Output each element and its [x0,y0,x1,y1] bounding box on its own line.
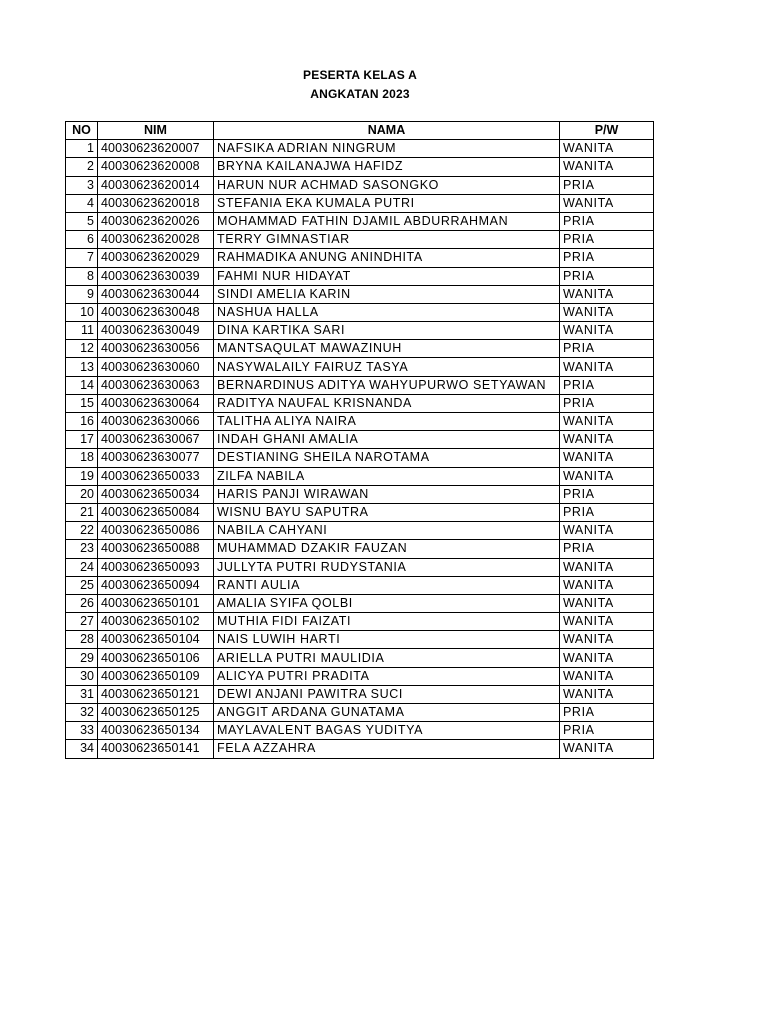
cell-nama: DESTIANING SHEILA NAROTAMA [214,449,560,467]
cell-nama: FAHMI NUR HIDAYAT [214,267,560,285]
cell-no: 26 [66,594,98,612]
cell-pw: PRIA [560,722,654,740]
table-row [66,176,654,194]
cell-nama: NASYWALAILY FAIRUZ TASYA [214,358,560,376]
cell-no: 20 [66,485,98,503]
cell-nama: SINDI AMELIA KARIN [214,285,560,303]
cell-no: 12 [66,340,98,358]
cell-nama: ANGGIT ARDANA GUNATAMA [214,704,560,722]
table-row [66,140,654,158]
cell-pw: WANITA [560,613,654,631]
cell-nama: NASHUA HALLA [214,303,560,321]
cell-nama: MAYLAVALENT BAGAS YUDITYA [214,722,560,740]
cell-nim: 40030623630063 [98,376,214,394]
table-row [66,522,654,540]
table-row [66,667,654,685]
column-header-nama: NAMA [214,122,560,140]
cell-pw: WANITA [560,358,654,376]
cell-nama: DINA KARTIKA SARI [214,322,560,340]
cell-nim: 40030623620028 [98,231,214,249]
cell-nim: 40030623630067 [98,431,214,449]
cell-pw: PRIA [560,267,654,285]
cell-no: 22 [66,522,98,540]
cell-nama: HARUN NUR ACHMAD SASONGKO [214,176,560,194]
cell-nama: DEWI ANJANI PAWITRA SUCI [214,685,560,703]
cell-no: 19 [66,467,98,485]
cell-nim: 40030623650109 [98,667,214,685]
cell-nim: 40030623650033 [98,467,214,485]
cell-no: 33 [66,722,98,740]
cell-pw: WANITA [560,431,654,449]
cell-pw: PRIA [560,540,654,558]
cell-pw: WANITA [560,467,654,485]
cell-no: 16 [66,413,98,431]
table-row [66,704,654,722]
cell-no: 15 [66,394,98,412]
cell-nama: MOHAMMAD FATHIN DJAMIL ABDURRAHMAN [214,212,560,230]
table-row [66,376,654,394]
cell-nim: 40030623630048 [98,303,214,321]
cell-nama: NAFSIKA ADRIAN NINGRUM [214,140,560,158]
cell-nim: 40030623650121 [98,685,214,703]
cell-no: 11 [66,322,98,340]
cell-nim: 40030623630056 [98,340,214,358]
cell-nama: WISNU BAYU SAPUTRA [214,503,560,521]
table-row [66,431,654,449]
cell-no: 18 [66,449,98,467]
document-title: PESERTA KELAS A [303,68,417,82]
cell-nama: TERRY GIMNASTIAR [214,231,560,249]
cell-nama: RADITYA NAUFAL KRISNANDA [214,394,560,412]
table-row [66,631,654,649]
cell-pw: WANITA [560,594,654,612]
cell-no: 24 [66,558,98,576]
cell-pw: PRIA [560,212,654,230]
cell-nama: STEFANIA EKA KUMALA PUTRI [214,194,560,212]
cell-no: 10 [66,303,98,321]
cell-pw: PRIA [560,485,654,503]
cell-nim: 40030623650104 [98,631,214,649]
cell-no: 31 [66,685,98,703]
cell-no: 3 [66,176,98,194]
cell-pw: WANITA [560,158,654,176]
table-row [66,485,654,503]
cell-no: 17 [66,431,98,449]
cell-pw: WANITA [560,140,654,158]
cell-nim: 40030623630064 [98,394,214,412]
cell-no: 8 [66,267,98,285]
cell-nama: MUTHIA FIDI FAIZATI [214,613,560,631]
cell-nim: 40030623630066 [98,413,214,431]
cell-pw: PRIA [560,394,654,412]
cell-nim: 40030623650094 [98,576,214,594]
table-row [66,322,654,340]
cell-no: 2 [66,158,98,176]
cell-nim: 40030623620029 [98,249,214,267]
cell-pw: WANITA [560,449,654,467]
cell-pw: PRIA [560,503,654,521]
table-row [66,231,654,249]
table-row [66,449,654,467]
table-row [66,540,654,558]
table-row [66,267,654,285]
table-body [66,140,654,758]
cell-nim: 40030623650134 [98,722,214,740]
cell-nim: 40030623650034 [98,485,214,503]
cell-nama: ALICYA PUTRI PRADITA [214,667,560,685]
cell-no: 5 [66,212,98,230]
table-row [66,285,654,303]
cell-nim: 40030623650101 [98,594,214,612]
cell-nim: 40030623650141 [98,740,214,758]
cell-pw: WANITA [560,740,654,758]
column-header-no: NO [66,122,98,140]
cell-pw: WANITA [560,285,654,303]
table-header-row [66,122,654,140]
cell-no: 28 [66,631,98,649]
cell-nim: 40030623630044 [98,285,214,303]
table-row [66,613,654,631]
cell-no: 1 [66,140,98,158]
cell-nama: NAIS LUWIH HARTI [214,631,560,649]
cell-nim: 40030623620008 [98,158,214,176]
cell-no: 25 [66,576,98,594]
cell-pw: WANITA [560,303,654,321]
table-row [66,394,654,412]
table-row [66,413,654,431]
cell-no: 34 [66,740,98,758]
table-row [66,503,654,521]
cell-nim: 40030623630077 [98,449,214,467]
cell-no: 9 [66,285,98,303]
cell-nim: 40030623630060 [98,358,214,376]
cell-pw: WANITA [560,667,654,685]
cell-pw: PRIA [560,176,654,194]
cell-pw: WANITA [560,631,654,649]
cell-pw: PRIA [560,231,654,249]
cell-nama: INDAH GHANI AMALIA [214,431,560,449]
cell-pw: PRIA [560,376,654,394]
cell-nim: 40030623650084 [98,503,214,521]
cell-nama: MUHAMMAD DZAKIR FAUZAN [214,540,560,558]
table-row [66,740,654,758]
cell-no: 4 [66,194,98,212]
cell-nim: 40030623650086 [98,522,214,540]
cell-no: 14 [66,376,98,394]
cell-nama: RAHMADIKA ANUNG ANINDHITA [214,249,560,267]
table-row [66,194,654,212]
table-row [66,158,654,176]
cell-nim: 40030623650088 [98,540,214,558]
cell-no: 27 [66,613,98,631]
cell-pw: WANITA [560,522,654,540]
cell-nim: 40030623650125 [98,704,214,722]
cell-nim: 40030623630039 [98,267,214,285]
table-row [66,467,654,485]
cell-pw: WANITA [560,576,654,594]
cell-nim: 40030623650093 [98,558,214,576]
cell-pw: WANITA [560,322,654,340]
cell-no: 30 [66,667,98,685]
cell-pw: WANITA [560,558,654,576]
cell-nim: 40030623630049 [98,322,214,340]
cell-nama: HARIS PANJI WIRAWAN [214,485,560,503]
cell-nama: ZILFA NABILA [214,467,560,485]
cell-no: 32 [66,704,98,722]
table-row [66,576,654,594]
cell-no: 13 [66,358,98,376]
participant-table [65,121,654,759]
cell-nama: NABILA CAHYANI [214,522,560,540]
cell-nim: 40030623620018 [98,194,214,212]
cell-no: 7 [66,249,98,267]
cell-nama: BRYNA KAILANAJWA HAFIDZ [214,158,560,176]
cell-pw: WANITA [560,685,654,703]
cell-nim: 40030623650102 [98,613,214,631]
cell-nim: 40030623620007 [98,140,214,158]
cell-nama: BERNARDINUS ADITYA WAHYUPURWO SETYAWAN [214,376,560,394]
cell-nim: 40030623620014 [98,176,214,194]
table-row [66,303,654,321]
cell-no: 21 [66,503,98,521]
cell-nama: RANTI AULIA [214,576,560,594]
cell-nama: JULLYTA PUTRI RUDYSTANIA [214,558,560,576]
cell-pw: WANITA [560,413,654,431]
table-row [66,558,654,576]
cell-pw: PRIA [560,340,654,358]
cell-nama: ARIELLA PUTRI MAULIDIA [214,649,560,667]
column-header-nim: NIM [98,122,214,140]
cell-pw: PRIA [560,704,654,722]
cell-no: 29 [66,649,98,667]
cell-pw: WANITA [560,649,654,667]
cell-nama: AMALIA SYIFA QOLBI [214,594,560,612]
table-row [66,340,654,358]
cell-pw: WANITA [560,194,654,212]
table-row [66,649,654,667]
cell-pw: PRIA [560,249,654,267]
cell-nama: MANTSAQULAT MAWAZINUH [214,340,560,358]
table-row [66,722,654,740]
table-row [66,358,654,376]
cell-nim: 40030623620026 [98,212,214,230]
table-row [66,685,654,703]
cell-no: 6 [66,231,98,249]
table-row [66,212,654,230]
cell-no: 23 [66,540,98,558]
table-row [66,594,654,612]
cell-nim: 40030623650106 [98,649,214,667]
table-row [66,249,654,267]
cell-nama: TALITHA ALIYA NAIRA [214,413,560,431]
document-subtitle: ANGKATAN 2023 [310,87,410,101]
cell-nama: FELA AZZAHRA [214,740,560,758]
column-header-pw: P/W [560,122,654,140]
